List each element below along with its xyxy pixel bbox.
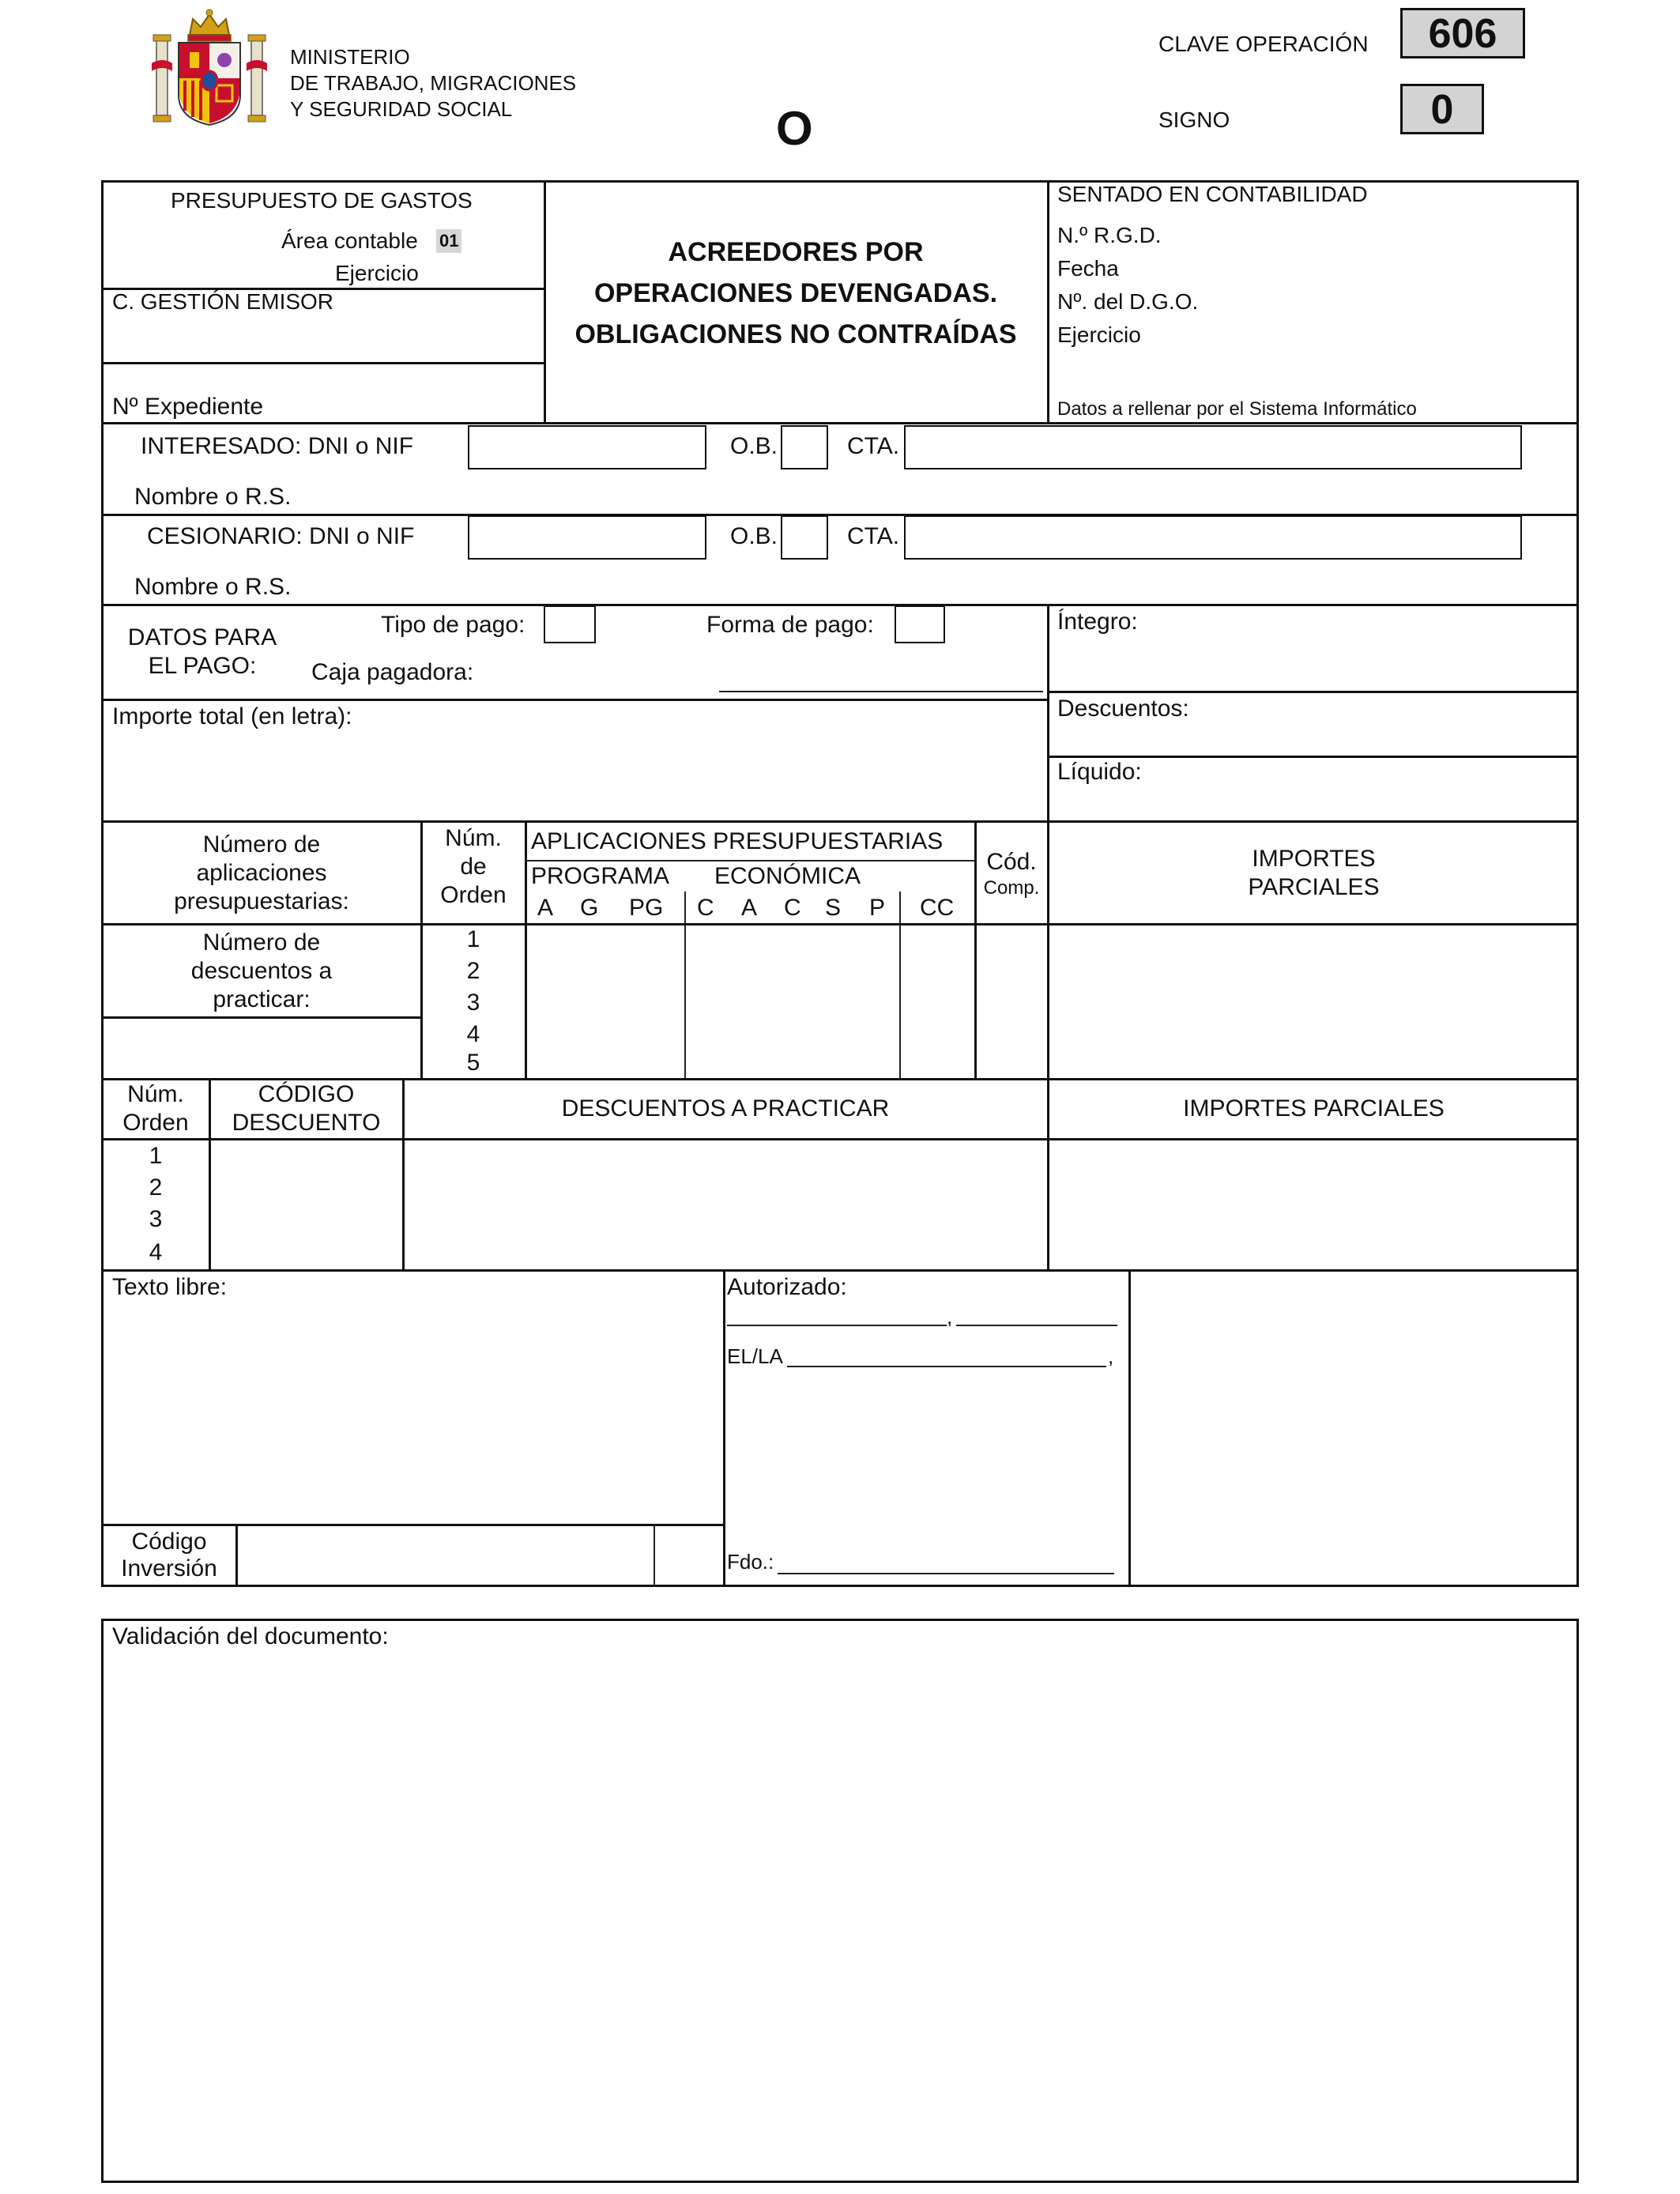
forma-pago-input[interactable] bbox=[895, 605, 945, 643]
sub-a: A bbox=[537, 895, 554, 921]
descuentos-label[interactable]: Descuentos: bbox=[1057, 696, 1189, 722]
coat-of-arms-logo bbox=[152, 8, 267, 128]
signo-value: 0 bbox=[1400, 84, 1484, 134]
fdo-signature-line[interactable] bbox=[778, 1573, 1114, 1574]
caja-pagadora-label: Caja pagadora: bbox=[311, 659, 474, 685]
datos-pago-line1: DATOS PARA bbox=[127, 624, 277, 650]
desc-orden-2: 2 bbox=[149, 1174, 163, 1201]
cod-comp-line2: Comp. bbox=[983, 877, 1040, 899]
ejercicio2-label: Ejercicio bbox=[1057, 322, 1141, 347]
importe-letra-label[interactable]: Importe total (en letra): bbox=[112, 703, 352, 729]
el-la-line[interactable] bbox=[787, 1366, 1106, 1367]
area-contable-label: Área contable bbox=[281, 228, 418, 253]
sub-p: P bbox=[869, 895, 886, 921]
aplic-orden-5: 5 bbox=[466, 1050, 480, 1076]
datos-pago-line2: EL PAGO: bbox=[148, 653, 257, 679]
desc-num-orden-line2: Orden bbox=[122, 1110, 189, 1136]
programa-label: PROGRAMA bbox=[531, 863, 670, 889]
fdo-label: Fdo.: bbox=[727, 1550, 774, 1574]
interesado-cta-input[interactable] bbox=[904, 425, 1522, 469]
integro-label[interactable]: Íntegro: bbox=[1057, 609, 1138, 635]
el-la-label: EL/LA bbox=[727, 1344, 783, 1368]
sub-c2: C bbox=[784, 895, 801, 921]
clave-operacion-value: 606 bbox=[1400, 8, 1525, 58]
sub-g: G bbox=[580, 895, 599, 921]
aplic-orden-2: 2 bbox=[466, 958, 480, 984]
desc-orden-4: 4 bbox=[149, 1239, 163, 1265]
el-la-comma: , bbox=[1108, 1344, 1114, 1368]
clave-operacion-label: CLAVE OPERACIÓN bbox=[1158, 32, 1369, 56]
interesado-cta-label: CTA. bbox=[847, 433, 900, 459]
codigo-inversion-line1: Código bbox=[131, 1529, 207, 1555]
cesionario-dni-label: CESIONARIO: DNI o NIF bbox=[147, 523, 415, 549]
interesado-dni-label: INTERESADO: DNI o NIF bbox=[141, 433, 414, 459]
codigo-inversion-field[interactable] bbox=[238, 1526, 654, 1586]
num-aplic-line2: aplicaciones bbox=[196, 860, 327, 886]
texto-libre-label[interactable]: Texto libre: bbox=[112, 1274, 228, 1300]
num-orden-line3: Orden bbox=[440, 882, 507, 908]
form-title-line1: ACREEDORES POR bbox=[668, 237, 924, 267]
num-orden-line1: Núm. bbox=[445, 825, 502, 851]
cesionario-ob-label: O.B. bbox=[730, 523, 778, 549]
autorizado-label: Autorizado: bbox=[727, 1274, 847, 1300]
cesionario-dni-input[interactable] bbox=[468, 515, 706, 560]
autorizado-date-line[interactable] bbox=[956, 1325, 1117, 1326]
expediente-label[interactable]: Nº Expediente bbox=[112, 394, 264, 420]
tipo-pago-input[interactable] bbox=[544, 605, 596, 643]
cesionario-cta-input[interactable] bbox=[904, 515, 1522, 560]
interesado-ob-input[interactable] bbox=[781, 425, 828, 469]
ejercicio-label: Ejercicio bbox=[335, 261, 419, 285]
rgd-label: N.º R.G.D. bbox=[1057, 223, 1162, 247]
autorizado-place-line[interactable] bbox=[727, 1325, 947, 1326]
sub-pg: PG bbox=[629, 895, 664, 921]
sub-cc: CC bbox=[920, 895, 955, 921]
autorizado-comma: , bbox=[947, 1305, 953, 1329]
num-aplic-line3: presupuestarias: bbox=[174, 888, 349, 914]
sub-s: S bbox=[825, 895, 842, 921]
validacion-box[interactable] bbox=[101, 1619, 1579, 2183]
desc-orden-3: 3 bbox=[149, 1206, 163, 1232]
interesado-nombre-label[interactable]: Nombre o R.S. bbox=[134, 484, 292, 510]
cesionario-nombre-label[interactable]: Nombre o R.S. bbox=[134, 574, 292, 600]
codigo-descuento-line1: CÓDIGO bbox=[258, 1081, 355, 1107]
caja-pagadora-line[interactable] bbox=[719, 691, 1043, 692]
cesionario-ob-input[interactable] bbox=[781, 515, 828, 560]
sentado-contabilidad: SENTADO EN CONTABILIDAD bbox=[1057, 182, 1368, 206]
form-title-line3: OBLIGACIONES NO CONTRAÍDAS bbox=[574, 319, 1017, 349]
fecha-label: Fecha bbox=[1057, 256, 1119, 281]
importes-parciales-line2: PARCIALES bbox=[1248, 874, 1380, 900]
cod-comp-line1: Cód. bbox=[986, 849, 1037, 875]
num-desc-line1: Número de bbox=[202, 929, 321, 956]
ministry-line3: Y SEGURIDAD SOCIAL bbox=[290, 97, 513, 121]
signo-label: SIGNO bbox=[1158, 107, 1230, 132]
sub-a2: A bbox=[741, 895, 758, 921]
aplic-orden-1: 1 bbox=[466, 926, 480, 952]
economica-label: ECONÓMICA bbox=[714, 863, 861, 889]
presupuesto-gastos: PRESUPUESTO DE GASTOS bbox=[171, 188, 473, 213]
interesado-ob-label: O.B. bbox=[730, 433, 778, 459]
aplic-orden-3: 3 bbox=[466, 990, 480, 1016]
desc-num-orden-line1: Núm. bbox=[127, 1081, 184, 1107]
dgo-label: Nº. del D.G.O. bbox=[1057, 289, 1199, 314]
aplic-orden-4: 4 bbox=[466, 1021, 480, 1047]
sub-c1: C bbox=[697, 895, 714, 921]
validacion-label: Validación del documento: bbox=[112, 1623, 389, 1649]
big-letter: O bbox=[776, 102, 813, 155]
codigo-inversion-line2: Inversión bbox=[121, 1555, 217, 1581]
liquido-label[interactable]: Líquido: bbox=[1057, 759, 1142, 785]
num-desc-line2: descuentos a bbox=[190, 958, 333, 984]
gestion-emisor-label[interactable]: C. GESTIÓN EMISOR bbox=[112, 289, 334, 314]
desc-importes-parciales-header: IMPORTES PARCIALES bbox=[1183, 1095, 1445, 1122]
tipo-pago-label: Tipo de pago: bbox=[381, 612, 525, 638]
ministry-line2: DE TRABAJO, MIGRACIONES bbox=[290, 71, 577, 95]
codigo-descuento-line2: DESCUENTO bbox=[232, 1110, 381, 1136]
area-contable-value: 01 bbox=[436, 229, 461, 253]
datos-sistema-note: Datos a rellenar por el Sistema Informático bbox=[1057, 398, 1417, 420]
aplicaciones-title: APLICACIONES PRESUPUESTARIAS bbox=[531, 828, 944, 854]
form-title-line2: OPERACIONES DEVENGADAS. bbox=[593, 278, 998, 308]
importes-parciales-line1: IMPORTES bbox=[1252, 846, 1376, 872]
interesado-dni-input[interactable] bbox=[468, 425, 706, 469]
cesionario-cta-label: CTA. bbox=[847, 523, 900, 549]
num-orden-line2: de bbox=[460, 854, 487, 880]
forma-pago-label: Forma de pago: bbox=[706, 612, 874, 638]
desc-orden-1: 1 bbox=[149, 1143, 163, 1169]
descuentos-practicar-header: DESCUENTOS A PRACTICAR bbox=[561, 1095, 890, 1122]
num-aplic-line1: Número de bbox=[202, 831, 321, 858]
num-desc-line3: practicar: bbox=[213, 986, 311, 1012]
ministry-line1: MINISTERIO bbox=[290, 45, 410, 69]
